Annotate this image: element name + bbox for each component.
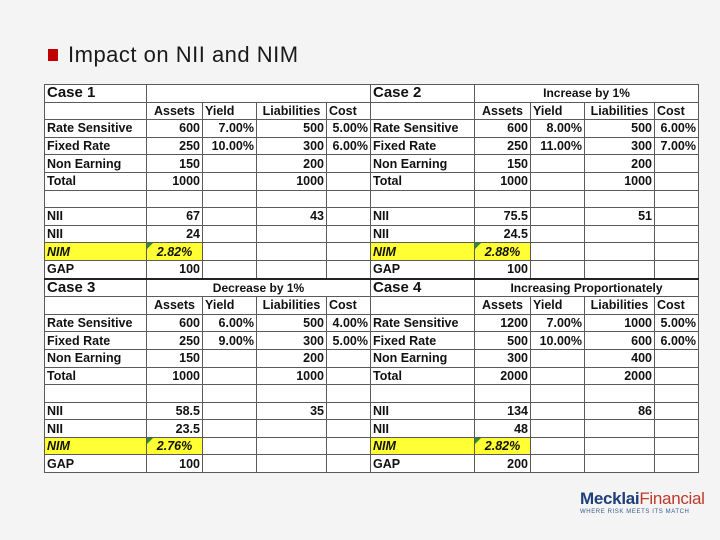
nim-label: NIM [45,243,147,261]
row-value [531,367,585,385]
row-value: 1000 [147,367,203,385]
column-header: Yield [203,102,257,120]
row-value [531,349,585,367]
empty-cell [203,420,257,438]
empty-cell [147,385,203,403]
nii-net-row [45,420,699,438]
empty-cell [655,260,699,278]
nii-label: NII [371,420,475,438]
nim-value-text: 2.76% [156,439,193,454]
column-header: Yield [531,297,585,315]
row-label: Fixed Rate [371,137,475,155]
gap-value: 200 [475,455,531,473]
row-value: 600 [147,314,203,332]
row-label: Non Earning [371,155,475,173]
empty-cell [327,243,371,261]
row-value [327,349,371,367]
empty-cell [327,385,371,403]
empty-cell [327,420,371,438]
gap-value: 100 [475,260,531,278]
data-row-tot [45,367,699,385]
empty-cell [203,455,257,473]
column-header: Assets [475,102,531,120]
spacer-row [45,190,699,208]
nii-value [327,208,371,226]
case-subtitle: Increase by 1% [475,85,699,103]
logo-name-financial: Financial [639,489,705,508]
comment-marker-icon [147,243,153,249]
nim-row [45,437,699,455]
nii-value: 35 [257,402,327,420]
row-value: 9.00% [203,332,257,350]
slide-title: Impact on NII and NIM [68,42,299,67]
row-value: 500 [257,120,327,138]
empty-cell [585,420,655,438]
data-row-ne [45,155,699,173]
empty-cell [327,225,371,243]
empty-cell [531,190,585,208]
data-row-tot [45,172,699,190]
row-value [327,172,371,190]
row-label: Fixed Rate [45,137,147,155]
empty-cell [371,190,475,208]
row-value: 7.00% [531,314,585,332]
nii-value: 51 [585,208,655,226]
nim-value [475,243,531,261]
row-value: 1000 [585,172,655,190]
row-label: Total [371,367,475,385]
nim-value [147,437,203,455]
data-row-ne [45,349,699,367]
nii-value [655,208,699,226]
empty-cell [531,455,585,473]
row-label: Fixed Rate [45,332,147,350]
empty-cell [531,437,585,455]
case-title-row [45,85,699,103]
row-value [203,155,257,173]
empty-cell [585,225,655,243]
row-value: 600 [147,120,203,138]
nim-value-text: 2.82% [156,244,193,259]
nii-net-row [45,225,699,243]
case-subtitle [147,85,371,103]
empty-cell [655,437,699,455]
row-value [327,155,371,173]
row-value: 1000 [257,172,327,190]
row-value: 7.00% [203,120,257,138]
row-label: Total [371,172,475,190]
case-title: Case 2 [371,85,475,103]
row-value: 600 [585,332,655,350]
logo-tagline: WHERE RISK MEETS ITS MATCH [580,509,690,515]
logo-name: Mecklai [580,489,640,508]
row-value: 6.00% [203,314,257,332]
nim-value [475,437,531,455]
row-value: 500 [475,332,531,350]
row-value [655,172,699,190]
row-value [531,172,585,190]
nii-row [45,208,699,226]
row-value: 250 [147,332,203,350]
row-label: Non Earning [45,349,147,367]
empty-cell [203,437,257,455]
nii-value: 67 [147,208,203,226]
empty-cell [203,260,257,278]
nii-row [45,402,699,420]
empty-cell [655,190,699,208]
row-value [203,367,257,385]
row-value: 5.00% [655,314,699,332]
column-header: Assets [147,102,203,120]
row-value: 300 [257,332,327,350]
nim-row [45,243,699,261]
nim-label: NIM [371,437,475,455]
row-value [327,367,371,385]
row-label: Rate Sensitive [45,120,147,138]
row-value: 150 [475,155,531,173]
row-value: 6.00% [327,137,371,155]
nii-value [203,402,257,420]
row-value: 8.00% [531,120,585,138]
empty-cell [257,420,327,438]
row-value: 1000 [475,172,531,190]
empty-cell [327,455,371,473]
nii-value [531,402,585,420]
nii-value: 134 [475,402,531,420]
column-header: Liabilities [257,102,327,120]
nii-label: NII [45,208,147,226]
nii-net-value: 23.5 [147,420,203,438]
row-label: Total [45,172,147,190]
empty-cell [327,260,371,278]
comment-marker-icon [147,438,153,444]
row-value: 4.00% [327,314,371,332]
nii-value [203,208,257,226]
empty-cell [45,385,147,403]
row-value: 200 [257,349,327,367]
row-value: 1000 [585,314,655,332]
row-value [531,155,585,173]
nii-value: 75.5 [475,208,531,226]
empty-cell [585,243,655,261]
gap-label: GAP [45,455,147,473]
row-value: 6.00% [655,332,699,350]
column-header-row [45,102,699,120]
row-label: Total [45,367,147,385]
nii-net-value: 48 [475,420,531,438]
row-value: 250 [475,137,531,155]
gap-value: 100 [147,260,203,278]
nim-value-text: 2.82% [484,439,521,454]
empty-cell [203,385,257,403]
row-value: 1000 [257,367,327,385]
nii-label: NII [45,225,147,243]
row-value [203,349,257,367]
row-label: Rate Sensitive [45,314,147,332]
data-row-fr [45,332,699,350]
row-value: 1200 [475,314,531,332]
empty-cell [327,190,371,208]
column-header-row [45,297,699,315]
data-row-rs [45,314,699,332]
gap-label: GAP [45,260,147,278]
nim-value-text: 2.88% [484,244,521,259]
nii-label: NII [371,208,475,226]
row-value [655,155,699,173]
row-value: 300 [585,137,655,155]
header-blank [45,297,147,315]
mecklai-logo [580,489,705,515]
nii-net-value: 24.5 [475,225,531,243]
nim-value [147,243,203,261]
row-value: 500 [257,314,327,332]
empty-cell [655,420,699,438]
header-blank [371,102,475,120]
row-label: Rate Sensitive [371,314,475,332]
empty-cell [531,385,585,403]
case-title-row [45,279,699,297]
spacer-row [45,385,699,403]
nii-value [531,208,585,226]
comment-marker-icon [475,243,481,249]
case-title: Case 1 [45,85,147,103]
empty-cell [655,243,699,261]
cases-table [44,84,699,473]
column-header: Liabilities [585,297,655,315]
row-value: 5.00% [327,120,371,138]
comment-marker-icon [475,438,481,444]
case-subtitle: Increasing Proportionately [475,279,699,297]
row-value: 150 [147,155,203,173]
column-header: Yield [203,297,257,315]
empty-cell [257,437,327,455]
empty-cell [531,225,585,243]
row-value: 2000 [475,367,531,385]
row-value: 300 [475,349,531,367]
row-value: 10.00% [203,137,257,155]
case-subtitle: Decrease by 1% [147,279,371,297]
gap-value: 100 [147,455,203,473]
empty-cell [257,243,327,261]
header-blank [45,102,147,120]
row-value: 200 [585,155,655,173]
nii-value: 58.5 [147,402,203,420]
column-header: Assets [147,297,203,315]
empty-cell [257,260,327,278]
case-title: Case 3 [45,279,147,297]
row-label: Non Earning [45,155,147,173]
row-label: Rate Sensitive [371,120,475,138]
empty-cell [585,385,655,403]
nii-label: NII [371,225,475,243]
empty-cell [655,225,699,243]
empty-cell [585,190,655,208]
header-blank [371,297,475,315]
row-value: 250 [147,137,203,155]
row-value: 11.00% [531,137,585,155]
column-header: Cost [655,297,699,315]
empty-cell [203,190,257,208]
column-header: Cost [327,297,371,315]
empty-cell [203,243,257,261]
empty-cell [257,455,327,473]
empty-cell [531,420,585,438]
column-header: Liabilities [585,102,655,120]
row-value [655,367,699,385]
empty-cell [147,190,203,208]
slide-header [48,40,299,70]
row-value: 2000 [585,367,655,385]
case-title: Case 4 [371,279,475,297]
nii-net-value: 24 [147,225,203,243]
empty-cell [371,385,475,403]
empty-cell [585,455,655,473]
empty-cell [531,260,585,278]
row-value: 500 [585,120,655,138]
row-value: 400 [585,349,655,367]
column-header: Assets [475,297,531,315]
row-value: 10.00% [531,332,585,350]
gap-label: GAP [371,455,475,473]
row-value [655,349,699,367]
row-value: 300 [257,137,327,155]
empty-cell [531,243,585,261]
nii-value [327,402,371,420]
empty-cell [257,190,327,208]
nii-label: NII [45,402,147,420]
empty-cell [475,385,531,403]
column-header: Cost [327,102,371,120]
row-label: Non Earning [371,349,475,367]
empty-cell [585,437,655,455]
empty-cell [257,385,327,403]
bullet-square-icon [48,49,58,61]
row-value: 6.00% [655,120,699,138]
row-value [203,172,257,190]
empty-cell [45,190,147,208]
gap-row [45,260,699,278]
nii-label: NII [371,402,475,420]
nii-value [655,402,699,420]
column-header: Yield [531,102,585,120]
empty-cell [655,385,699,403]
row-value: 600 [475,120,531,138]
nii-label: NII [45,420,147,438]
gap-label: GAP [371,260,475,278]
nii-value: 43 [257,208,327,226]
empty-cell [327,437,371,455]
empty-cell [257,225,327,243]
data-row-fr [45,137,699,155]
data-row-rs [45,120,699,138]
row-value: 7.00% [655,137,699,155]
nim-label: NIM [45,437,147,455]
empty-cell [475,190,531,208]
column-header: Liabilities [257,297,327,315]
row-label: Fixed Rate [371,332,475,350]
empty-cell [585,260,655,278]
row-value: 200 [257,155,327,173]
row-value: 5.00% [327,332,371,350]
nii-value: 86 [585,402,655,420]
column-header: Cost [655,102,699,120]
row-value: 150 [147,349,203,367]
gap-row [45,455,699,473]
empty-cell [203,225,257,243]
empty-cell [655,455,699,473]
row-value: 1000 [147,172,203,190]
nim-label: NIM [371,243,475,261]
